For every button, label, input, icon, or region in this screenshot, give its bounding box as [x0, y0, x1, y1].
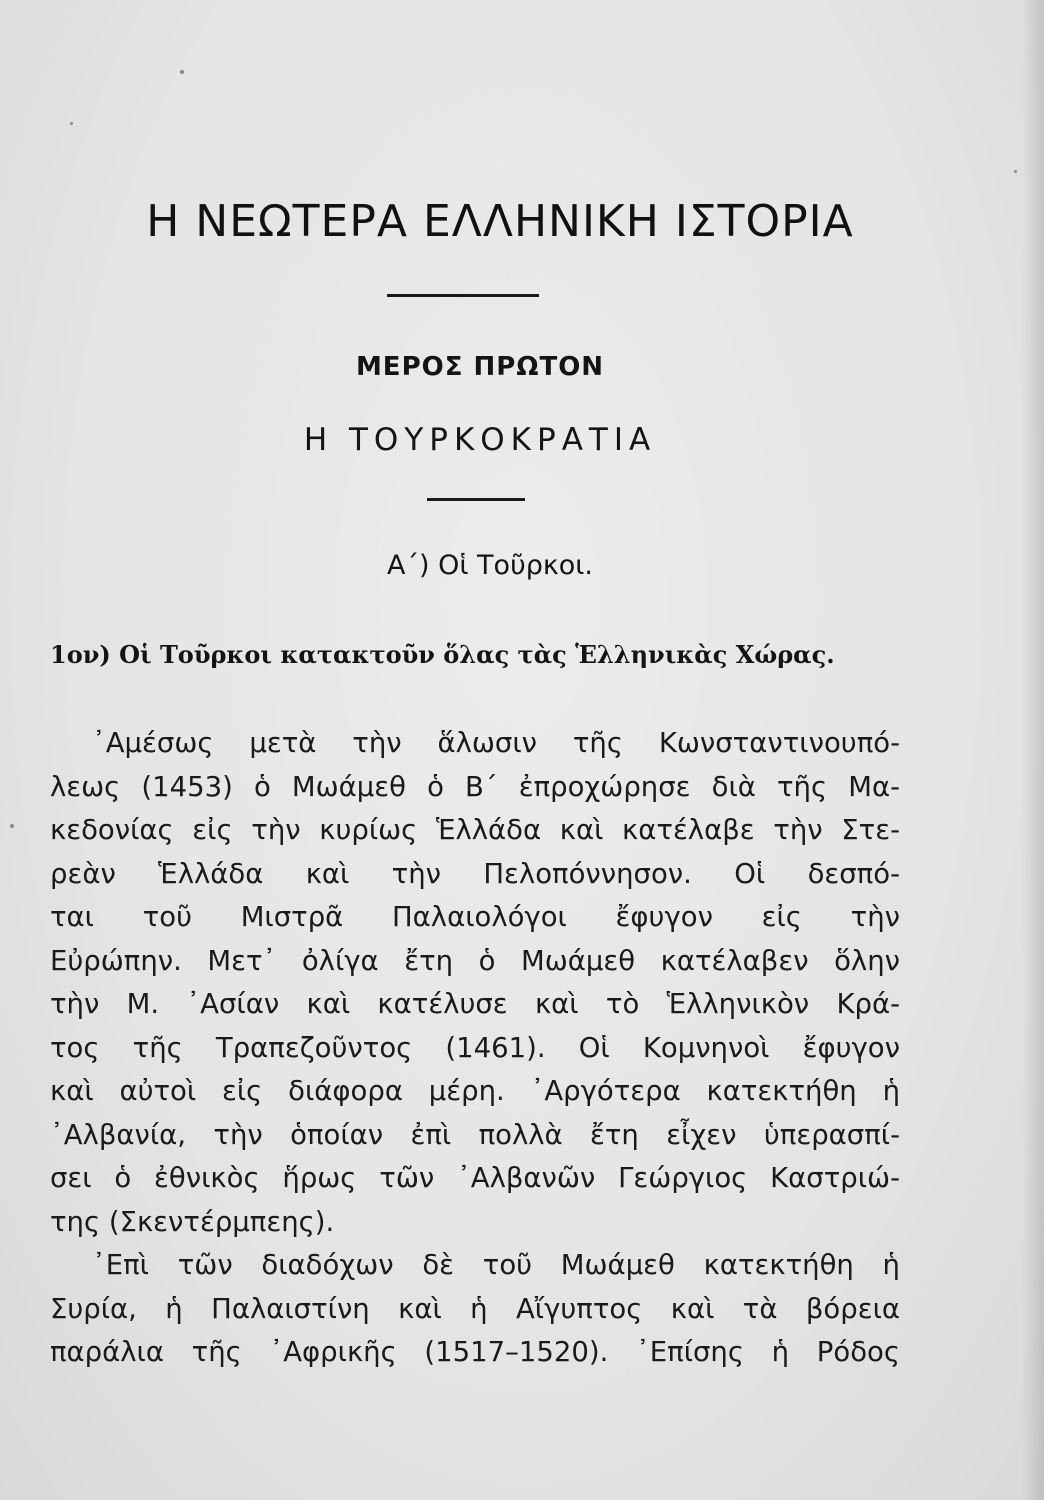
subtitle-divider [427, 498, 525, 501]
body-line: Συρία, ἡ Παλαιστίνη καὶ ἡ Αἴγυπτος καὶ τὰ βόρεια [50, 1292, 900, 1325]
body-line: της (Σκεντέρμπεης). [50, 1205, 335, 1238]
body-line: καὶ αὐτοὶ εἰς διάφορα μέρη. ᾿Αργότερα κατεκτήθη ἡ [50, 1075, 900, 1107]
body-line: Εὐρώπην. Μετ᾿ ὀλίγα ἔτη ὁ Μωάμεθ κατέλαβεν ὅλην [50, 944, 900, 977]
body-line: ρεὰν Ἑλλάδα καὶ τὴν Πελοπόννησον. Οἱ δεσπό- [50, 857, 900, 890]
body-line: τος τῆς Τραπεζοῦντος (1461). Οἱ Κομνηνοὶ ἔφυγον [50, 1031, 900, 1064]
body-line: κεδονίας εἰς τὴν κυρίως Ἑλλάδα καὶ κατέλαβε τὴν Στε- [50, 814, 900, 846]
body-line: ται τοῦ Μιστρᾶ Παλαιολόγοι ἔφυγον εἰς τὴν [50, 901, 900, 933]
body-line: ᾿Αμέσως μετὰ τὴν ἅλωσιν τῆς Κωνσταντινουπό- [92, 727, 900, 759]
paper-speck [10, 824, 14, 828]
section-title: Α΄) Οἱ Τοῦρκοι. [387, 550, 593, 581]
body-line: σει ὁ ἐθνικὸς ἥρως τῶν ᾿Αλβανῶν Γεώργιος Καστριώ- [50, 1162, 900, 1194]
paper-speck [180, 70, 184, 74]
main-title: Η ΝΕΩΤΕΡΑ ΕΛΛΗΝΙΚΗ ΙΣΤΟΡΙΑ [146, 196, 854, 247]
body-line: τὴν Μ. ᾿Ασίαν καὶ κατέλυσε καὶ τὸ Ἑλληνικὸν Κρά- [50, 988, 900, 1020]
title-divider [387, 294, 539, 297]
paper-speck [70, 122, 73, 125]
page-edge-shadow [1022, 0, 1044, 1500]
part-title: ΜΕΡΟΣ ΠΡΩΤΟΝ [355, 352, 605, 382]
subtitle: Η ΤΟΥΡΚΟΚΡΑΤΙΑ [303, 422, 657, 458]
body-paragraphs [50, 722, 900, 1375]
paper-speck [1014, 170, 1017, 173]
body-line: ᾿Αλβανία, τὴν ὁποίαν ἐπὶ πολλὰ ἔτη εἶχεν ὑπερασπί- [50, 1118, 900, 1151]
body-line: παράλια τῆς ᾿Αφρικῆς (1517–1520). ᾿Επίσης ἡ Ρόδος [50, 1336, 900, 1368]
body-line: ᾿Επὶ τῶν διαδόχων δὲ τοῦ Μωάμεθ κατεκτήθη ἡ [92, 1249, 900, 1281]
sub-heading: 1ον) Οἱ Τοῦρκοι κατακτοῦν ὅλας τὰς Ἑλληνικὰς Χώρας. [50, 640, 835, 669]
body-line: λεως (1453) ὁ Μωάμεθ ὁ Β΄ ἐπροχώρησε διὰ τῆς Μα- [50, 770, 900, 803]
